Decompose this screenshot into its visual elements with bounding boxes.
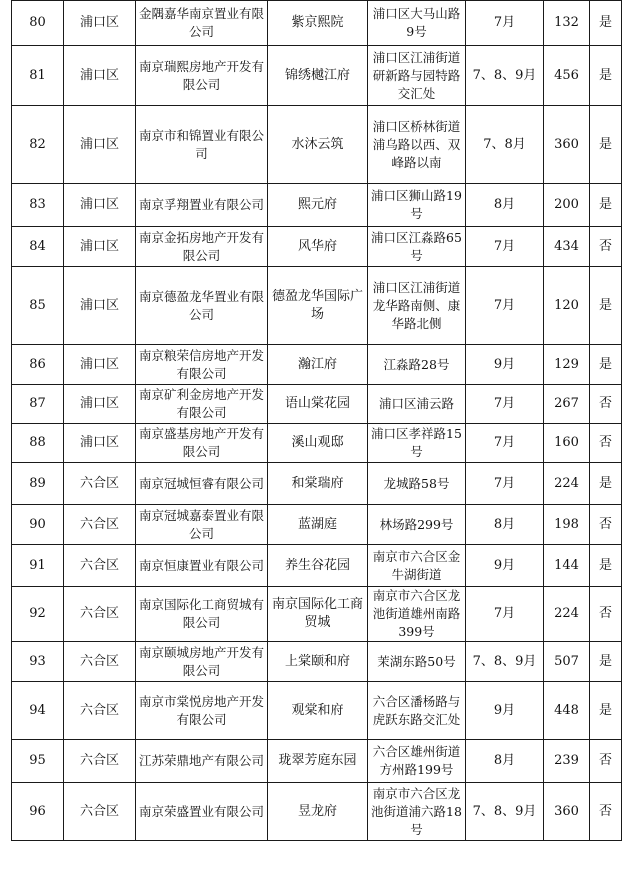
yes-no-flag-cell: 否 xyxy=(590,587,622,642)
district-cell: 六合区 xyxy=(64,682,136,740)
table-row xyxy=(12,505,622,545)
yes-no-flag-cell: 否 xyxy=(590,385,622,424)
developer-company-cell: 南京瑞熙房地产开发有限公司 xyxy=(136,46,268,106)
unit-count-cell: 360 xyxy=(544,106,590,184)
project-name-cell: 珑翠芳庭东园 xyxy=(268,740,368,783)
district-cell: 浦口区 xyxy=(64,46,136,106)
row-number-cell: 86 xyxy=(12,345,64,385)
unit-count-cell: 507 xyxy=(544,642,590,682)
district-cell: 浦口区 xyxy=(64,385,136,424)
district-cell: 六合区 xyxy=(64,587,136,642)
project-address-cell: 龙城路58号 xyxy=(368,463,466,505)
yes-no-flag-cell: 是 xyxy=(590,545,622,587)
table-row xyxy=(12,184,622,227)
yes-no-flag-cell: 是 xyxy=(590,106,622,184)
supply-month-cell: 7月 xyxy=(466,587,544,642)
project-name-cell: 瀚江府 xyxy=(268,345,368,385)
row-number-cell: 85 xyxy=(12,267,64,345)
district-cell: 六合区 xyxy=(64,545,136,587)
project-name-cell: 养生谷花园 xyxy=(268,545,368,587)
unit-count-cell: 144 xyxy=(544,545,590,587)
row-number-cell: 88 xyxy=(12,424,64,463)
project-name-cell: 锦绣樾江府 xyxy=(268,46,368,106)
project-address-cell: 浦口区狮山路19号 xyxy=(368,184,466,227)
row-number-cell: 96 xyxy=(12,783,64,841)
supply-month-cell: 7、8、9月 xyxy=(466,642,544,682)
supply-month-cell: 8月 xyxy=(466,740,544,783)
developer-company-cell: 南京颐城房地产开发有限公司 xyxy=(136,642,268,682)
project-name-cell: 和棠瑞府 xyxy=(268,463,368,505)
project-name-cell: 紫京熙院 xyxy=(268,1,368,46)
row-number-cell: 91 xyxy=(12,545,64,587)
project-address-cell: 六合区潘杨路与虎跃东路交汇处 xyxy=(368,682,466,740)
table-row xyxy=(12,267,622,345)
unit-count-cell: 200 xyxy=(544,184,590,227)
developer-company-cell: 金隅嘉华南京置业有限公司 xyxy=(136,1,268,46)
unit-count-cell: 456 xyxy=(544,46,590,106)
yes-no-flag-cell: 是 xyxy=(590,267,622,345)
unit-count-cell: 434 xyxy=(544,227,590,267)
supply-month-cell: 8月 xyxy=(466,184,544,227)
row-number-cell: 92 xyxy=(12,587,64,642)
unit-count-cell: 239 xyxy=(544,740,590,783)
table-row xyxy=(12,642,622,682)
project-name-cell: 南京国际化工商贸城 xyxy=(268,587,368,642)
project-address-cell: 江淼路28号 xyxy=(368,345,466,385)
district-cell: 六合区 xyxy=(64,505,136,545)
row-number-cell: 94 xyxy=(12,682,64,740)
project-address-cell: 浦口区江淼路65号 xyxy=(368,227,466,267)
unit-count-cell: 267 xyxy=(544,385,590,424)
project-address-cell: 浦口区江浦街道龙华路南侧、康华路北侧 xyxy=(368,267,466,345)
table-row xyxy=(12,345,622,385)
district-cell: 浦口区 xyxy=(64,227,136,267)
unit-count-cell: 224 xyxy=(544,463,590,505)
project-address-cell: 浦口区桥林街道浦乌路以西、双峰路以南 xyxy=(368,106,466,184)
table-row xyxy=(12,545,622,587)
table-row xyxy=(12,587,622,642)
project-name-cell: 昱龙府 xyxy=(268,783,368,841)
row-number-cell: 83 xyxy=(12,184,64,227)
unit-count-cell: 120 xyxy=(544,267,590,345)
district-cell: 浦口区 xyxy=(64,184,136,227)
yes-no-flag-cell: 否 xyxy=(590,424,622,463)
unit-count-cell: 129 xyxy=(544,345,590,385)
district-cell: 浦口区 xyxy=(64,267,136,345)
developer-company-cell: 南京矿利金房地产开发有限公司 xyxy=(136,385,268,424)
yes-no-flag-cell: 是 xyxy=(590,642,622,682)
row-number-cell: 84 xyxy=(12,227,64,267)
table-row xyxy=(12,385,622,424)
project-name-cell: 上棠颐和府 xyxy=(268,642,368,682)
project-address-cell: 浦口区浦云路 xyxy=(368,385,466,424)
unit-count-cell: 198 xyxy=(544,505,590,545)
supply-month-cell: 7月 xyxy=(466,424,544,463)
supply-month-cell: 7月 xyxy=(466,1,544,46)
table-row xyxy=(12,106,622,184)
project-address-cell: 浦口区大马山路9号 xyxy=(368,1,466,46)
project-address-cell: 南京市六合区金牛湖街道 xyxy=(368,545,466,587)
developer-company-cell: 南京国际化工商贸城有限公司 xyxy=(136,587,268,642)
developer-company-cell: 南京金拓房地产开发有限公司 xyxy=(136,227,268,267)
developer-company-cell: 南京市棠悦房地产开发有限公司 xyxy=(136,682,268,740)
supply-month-cell: 7月 xyxy=(466,385,544,424)
table-body xyxy=(12,1,622,841)
project-address-cell: 茉湖东路50号 xyxy=(368,642,466,682)
district-cell: 浦口区 xyxy=(64,345,136,385)
district-cell: 六合区 xyxy=(64,783,136,841)
project-name-cell: 语山棠花园 xyxy=(268,385,368,424)
row-number-cell: 95 xyxy=(12,740,64,783)
table-row xyxy=(12,46,622,106)
project-name-cell: 蓝湖庭 xyxy=(268,505,368,545)
yes-no-flag-cell: 否 xyxy=(590,783,622,841)
project-name-cell: 观棠和府 xyxy=(268,682,368,740)
table-row xyxy=(12,1,622,46)
supply-month-cell: 7、8、9月 xyxy=(466,46,544,106)
unit-count-cell: 448 xyxy=(544,682,590,740)
district-cell: 浦口区 xyxy=(64,424,136,463)
project-name-cell: 风华府 xyxy=(268,227,368,267)
unit-count-cell: 160 xyxy=(544,424,590,463)
supply-month-cell: 7、8月 xyxy=(466,106,544,184)
project-address-cell: 南京市六合区龙池街道浦六路18号 xyxy=(368,783,466,841)
developer-company-cell: 南京粮荣信房地产开发有限公司 xyxy=(136,345,268,385)
row-number-cell: 82 xyxy=(12,106,64,184)
developer-company-cell: 南京市和锦置业有限公司 xyxy=(136,106,268,184)
project-name-cell: 溪山观邸 xyxy=(268,424,368,463)
unit-count-cell: 132 xyxy=(544,1,590,46)
developer-company-cell: 南京孚翔置业有限公司 xyxy=(136,184,268,227)
yes-no-flag-cell: 是 xyxy=(590,682,622,740)
housing-projects-table xyxy=(11,0,622,841)
project-name-cell: 德盈龙华国际广场 xyxy=(268,267,368,345)
table-row xyxy=(12,424,622,463)
unit-count-cell: 360 xyxy=(544,783,590,841)
project-address-cell: 南京市六合区龙池街道雄州南路399号 xyxy=(368,587,466,642)
district-cell: 六合区 xyxy=(64,642,136,682)
table-row xyxy=(12,463,622,505)
supply-month-cell: 9月 xyxy=(466,345,544,385)
row-number-cell: 87 xyxy=(12,385,64,424)
developer-company-cell: 江苏荣鼎地产有限公司 xyxy=(136,740,268,783)
yes-no-flag-cell: 否 xyxy=(590,505,622,545)
district-cell: 六合区 xyxy=(64,740,136,783)
district-cell: 六合区 xyxy=(64,463,136,505)
project-address-cell: 浦口区孝祥路15号 xyxy=(368,424,466,463)
project-address-cell: 六合区雄州街道方州路199号 xyxy=(368,740,466,783)
supply-month-cell: 7月 xyxy=(466,227,544,267)
supply-month-cell: 7月 xyxy=(466,267,544,345)
table-row xyxy=(12,682,622,740)
district-cell: 浦口区 xyxy=(64,1,136,46)
yes-no-flag-cell: 是 xyxy=(590,345,622,385)
yes-no-flag-cell: 是 xyxy=(590,1,622,46)
developer-company-cell: 南京恒康置业有限公司 xyxy=(136,545,268,587)
yes-no-flag-cell: 是 xyxy=(590,184,622,227)
developer-company-cell: 南京冠城恒睿有限公司 xyxy=(136,463,268,505)
yes-no-flag-cell: 否 xyxy=(590,740,622,783)
row-number-cell: 90 xyxy=(12,505,64,545)
project-name-cell: 熙元府 xyxy=(268,184,368,227)
developer-company-cell: 南京荣盛置业有限公司 xyxy=(136,783,268,841)
district-cell: 浦口区 xyxy=(64,106,136,184)
supply-month-cell: 9月 xyxy=(466,682,544,740)
table-row xyxy=(12,227,622,267)
supply-month-cell: 8月 xyxy=(466,505,544,545)
project-address-cell: 浦口区江浦街道研新路与园特路交汇处 xyxy=(368,46,466,106)
developer-company-cell: 南京冠城嘉泰置业有限公司 xyxy=(136,505,268,545)
unit-count-cell: 224 xyxy=(544,587,590,642)
yes-no-flag-cell: 是 xyxy=(590,46,622,106)
row-number-cell: 89 xyxy=(12,463,64,505)
project-name-cell: 水沐云筑 xyxy=(268,106,368,184)
yes-no-flag-cell: 否 xyxy=(590,227,622,267)
supply-month-cell: 7、8、9月 xyxy=(466,783,544,841)
row-number-cell: 80 xyxy=(12,1,64,46)
supply-month-cell: 9月 xyxy=(466,545,544,587)
row-number-cell: 93 xyxy=(12,642,64,682)
supply-month-cell: 7月 xyxy=(466,463,544,505)
developer-company-cell: 南京盛基房地产开发有限公司 xyxy=(136,424,268,463)
project-address-cell: 林场路299号 xyxy=(368,505,466,545)
table-row xyxy=(12,740,622,783)
yes-no-flag-cell: 是 xyxy=(590,463,622,505)
table-row xyxy=(12,783,622,841)
row-number-cell: 81 xyxy=(12,46,64,106)
developer-company-cell: 南京德盈龙华置业有限公司 xyxy=(136,267,268,345)
